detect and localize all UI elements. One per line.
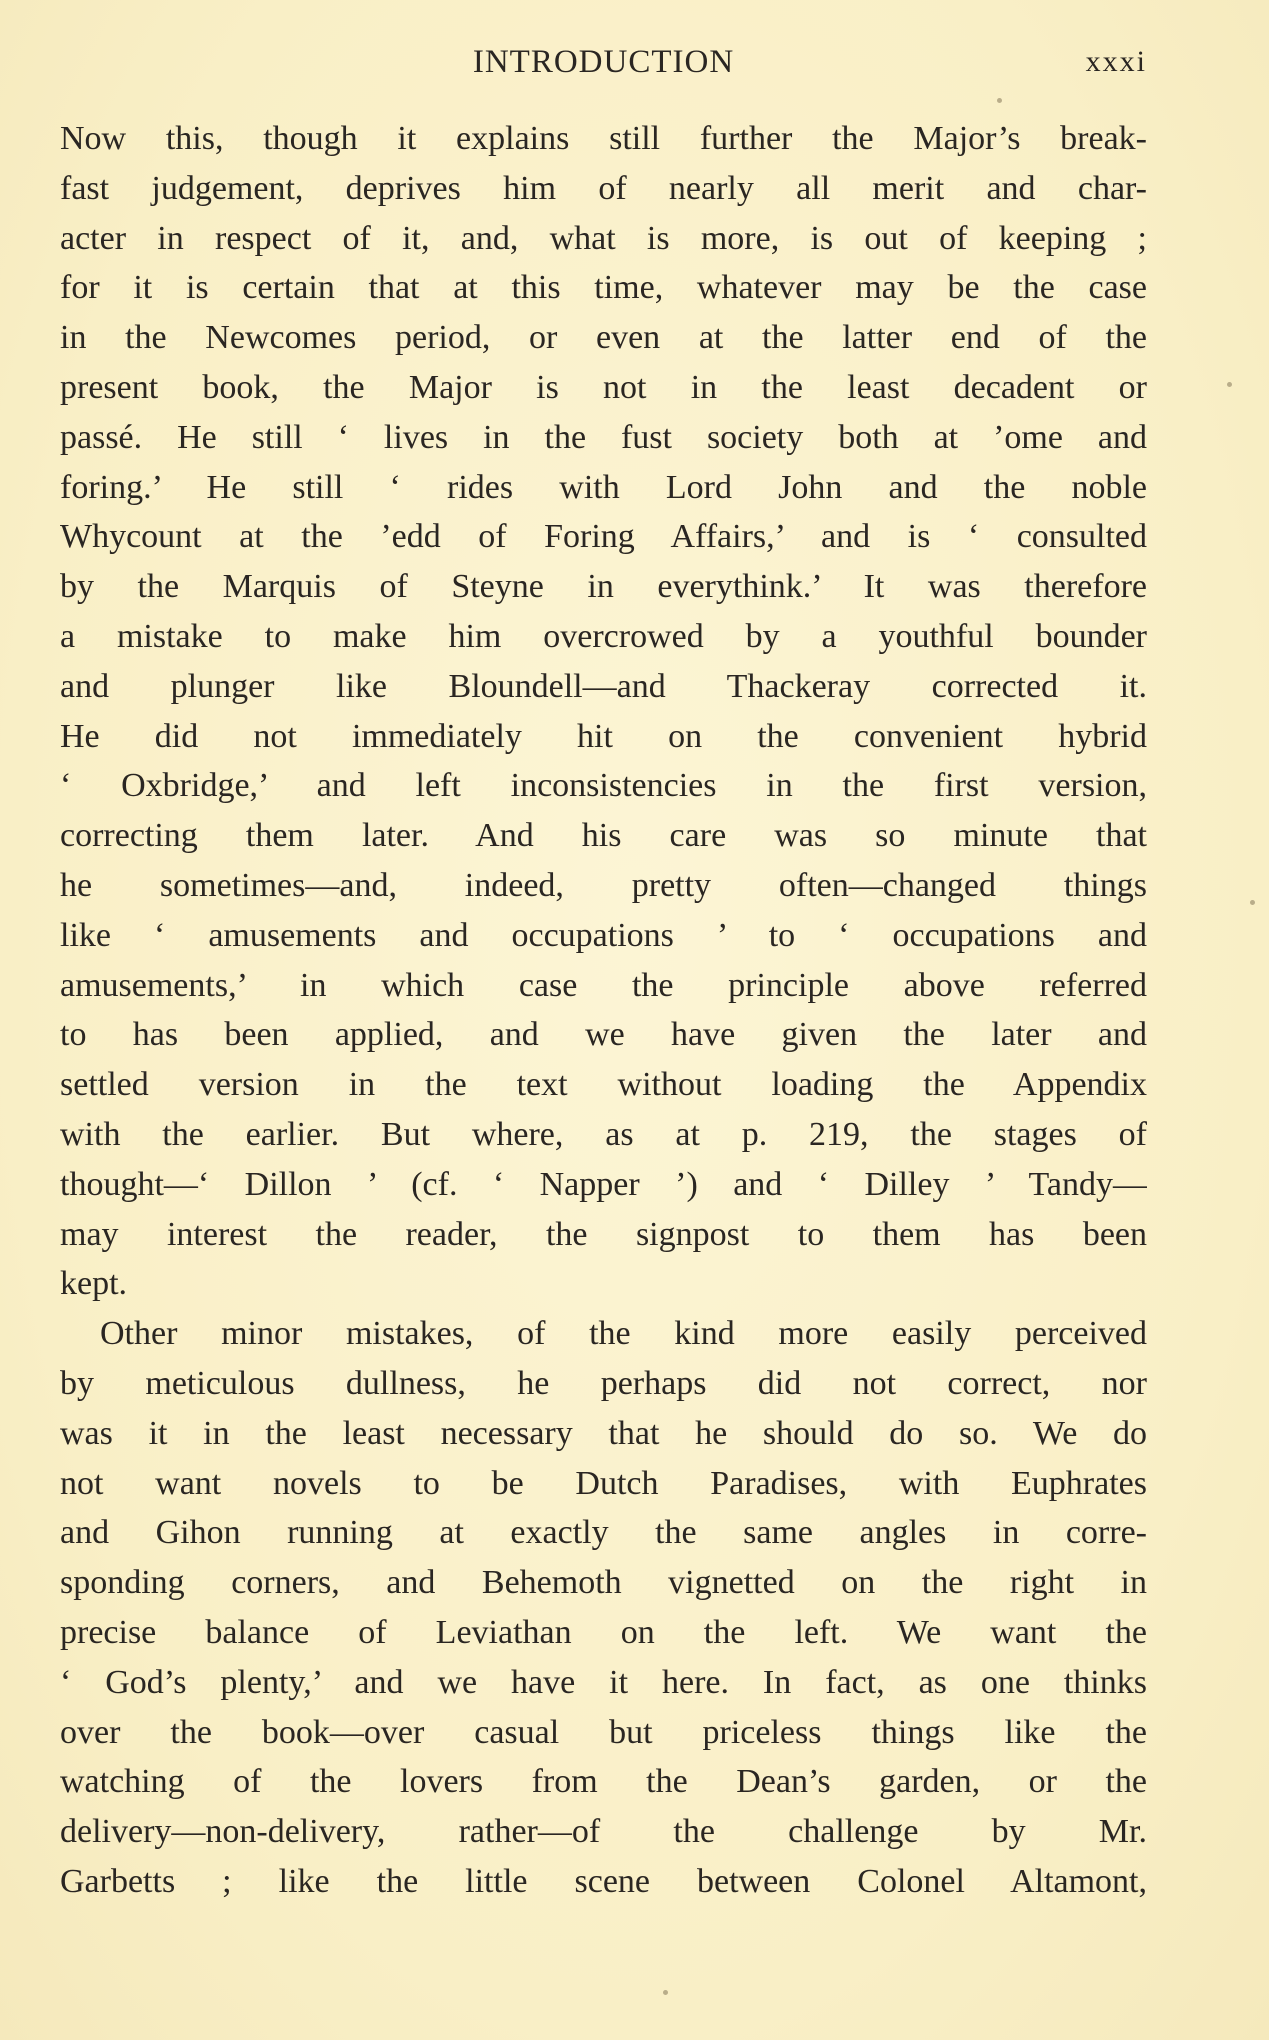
- paper-speck: [663, 1990, 668, 1995]
- text-line: was it in the least necessary that he should do so. We do: [60, 1414, 1147, 1452]
- text-line: acter in respect of it, and, what is more, is out of keeping ;: [60, 219, 1147, 257]
- text-line: correcting them later. And his care was so minute that: [60, 817, 1147, 855]
- text-line: like ‘ amusements and occupations ’ to ‘ occupations and: [60, 916, 1147, 954]
- text-line: Now this, though it explains still further the Major’s break-: [60, 120, 1147, 157]
- page-number: xxxi: [1085, 45, 1147, 78]
- text-line: Garbetts ; like the little scene between Colonel Altamont,: [60, 1862, 1147, 1900]
- text-line: present book, the Major is not in the least decadent or: [60, 368, 1147, 406]
- text-line: Other minor mistakes, of the kind more easily perceived: [100, 1315, 1147, 1353]
- text-line: with the earlier. But where, as at p. 219, the stages of: [60, 1115, 1147, 1153]
- text-line: He did not immediately hit on the convenient hybrid: [60, 717, 1147, 755]
- text-line: by the Marquis of Steyne in everythink.’ It was therefore: [60, 568, 1147, 606]
- text-line: for it is certain that at this time, whatever may be the case: [60, 269, 1147, 307]
- text-line: foring.’ He still ‘ rides with Lord John and the noble: [60, 468, 1147, 506]
- text-line: fast judgement, deprives him of nearly all merit and char-: [60, 169, 1147, 207]
- text-line: passé. He still ‘ lives in the fust society both at ’ome and: [60, 418, 1147, 456]
- paper-speck: [1227, 382, 1232, 387]
- text-line: sponding corners, and Behemoth vignetted on the right in: [60, 1564, 1147, 1602]
- text-line: over the book—over casual but priceless things like the: [60, 1713, 1147, 1751]
- text-line: precise balance of Leviathan on the left. We want the: [60, 1613, 1147, 1651]
- running-title: INTRODUCTION: [472, 44, 735, 80]
- text-line: not want novels to be Dutch Paradises, with Euphrates: [60, 1464, 1147, 1502]
- text-line: thought—‘ Dillon ’ (cf. ‘ Napper ’) and ‘ Dilley ’ Tandy—: [60, 1165, 1147, 1203]
- text-line: ‘ Oxbridge,’ and left inconsistencies in the first version,: [60, 767, 1147, 805]
- text-line: and plunger like Bloundell—and Thackeray corrected it.: [60, 667, 1147, 705]
- text-line: may interest the reader, the signpost to them has been: [60, 1215, 1147, 1253]
- paper-speck: [1250, 900, 1255, 905]
- text-line: he sometimes—and, indeed, pretty often—changed things: [60, 866, 1147, 904]
- paper-speck: [997, 98, 1002, 103]
- text-line: by meticulous dullness, he perhaps did not correct, nor: [60, 1364, 1147, 1402]
- running-head: [60, 40, 1147, 84]
- text-line: delivery—non-delivery, rather—of the challenge by Mr.: [60, 1813, 1147, 1851]
- text-line: kept.: [60, 1265, 128, 1303]
- text-line: and Gihon running at exactly the same angles in corre-: [60, 1514, 1147, 1552]
- text-line: amusements,’ in which case the principle above referred: [60, 966, 1147, 1004]
- text-line: Whycount at the ’edd of Foring Affairs,’ and is ‘ consulted: [60, 518, 1147, 556]
- text-line: watching of the lovers from the Dean’s garden, or the: [60, 1763, 1147, 1801]
- body-text: [60, 114, 1147, 1907]
- text-line: in the Newcomes period, or even at the latter end of the: [60, 319, 1147, 357]
- text-line: ‘ God’s plenty,’ and we have it here. In fact, as one thinks: [60, 1663, 1147, 1701]
- text-line: to has been applied, and we have given the later and: [60, 1016, 1147, 1054]
- text-line: a mistake to make him overcrowed by a youthful bounder: [60, 617, 1147, 655]
- text-line: settled version in the text without loading the Appendix: [60, 1066, 1147, 1104]
